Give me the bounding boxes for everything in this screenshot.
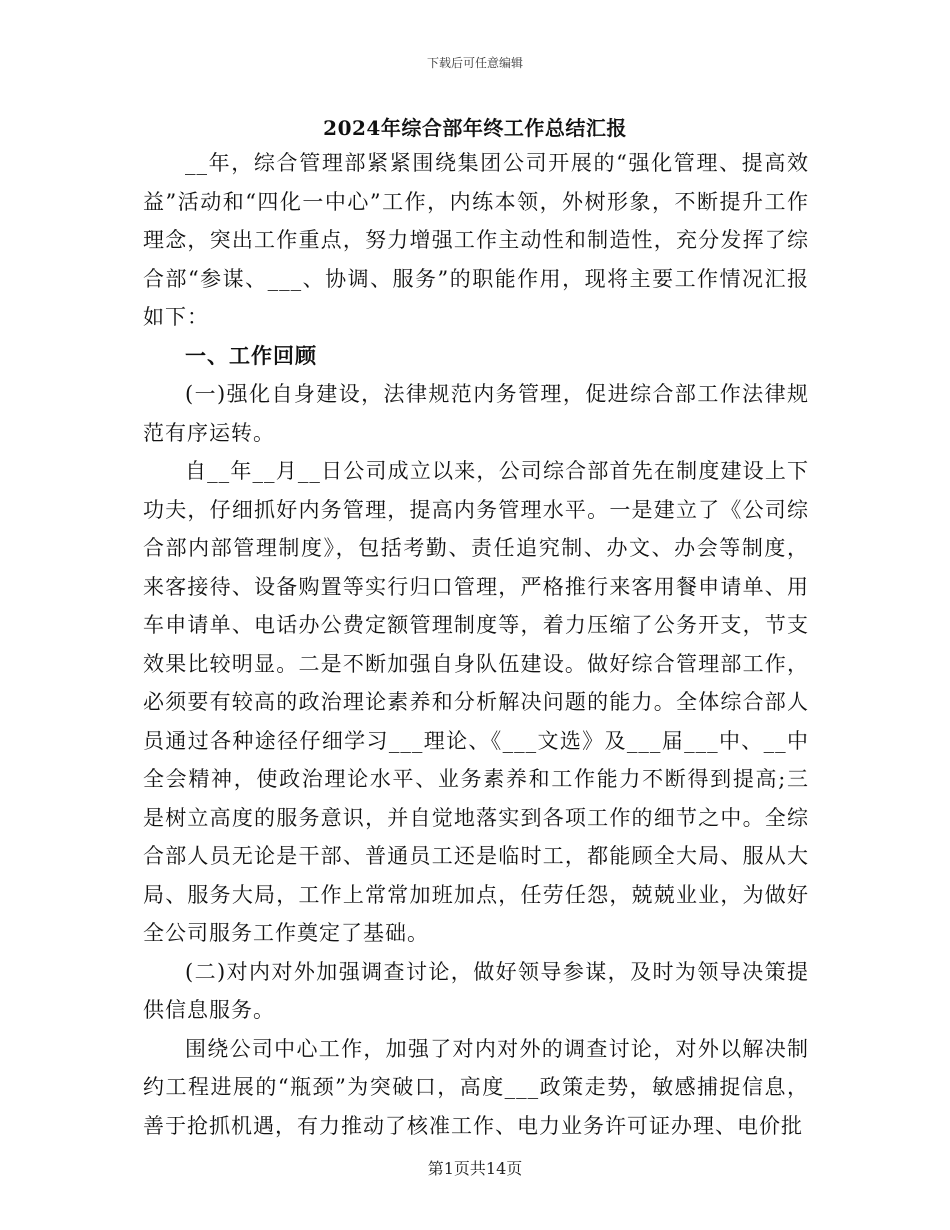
page-number: 第1页共14页 <box>427 1159 523 1178</box>
document-title: 2024年综合部年终工作总结汇报 <box>323 116 627 140</box>
subsection-heading-2: (二)对内对外加强调查讨论，做好领导参谋，及时为领导决策提供信息服务。 <box>143 959 809 1022</box>
section-heading: 一、工作回顾 <box>185 342 317 368</box>
body-paragraph-1: 自__年__月__日公司成立以来，公司综合部首先在制度建设上下功夫，仔细抓好内务管理，提高内务管理水平。一是建立了《公司综合部内部管理制度》，包括考勤、责任追究制、办文、办会等制度，来客接待、设备购置等实行归口管理，严格推行来客用餐申请单、用车申请单、电话办公费定额管理制度等，着力压缩了公务开支，节支效果比较明显。二是不断加强自身队伍建设。做好综合管理部工作，必须要有较高的政治理论素养和分析解决问题的能力。全体综合部人员通过各种途径仔细学习___理论、《___文选》及___届___中、__中全会精神，使政治理论水平、业务素养和工作能力不断得到提高;三是树立高度的服务意识，并自觉地落实到各项工作的细节之中。全综合部人员无论是干部、普通员工还是临时工，都能顾全大局、服从大局、服务大局，工作上常常加班加点，任劳任怨，兢兢业业，为做好全公司服务工作奠定了基础。 <box>143 459 809 945</box>
body-paragraph-2: 围绕公司中心工作，加强了对内对外的调查讨论，对外以解决制约工程进展的“瓶颈”为突破口，高度___政策走势，敏感捕捉信息，善于抢抓机遇，有力推动了核准工作、电力业务许可证办理、电价批 <box>143 1036 809 1138</box>
subsection-heading-1: (一)强化自身建设，法律规范内务管理，促进综合部工作法律规范有序运转。 <box>143 382 809 445</box>
document-body <box>143 144 809 1145</box>
intro-paragraph: __年，综合管理部紧紧围绕集团公司开展的“强化管理、提高效益”活动和“四化一中心”工作，内练本领，外树形象，不断提升工作理念，突出工作重点，努力增强工作主动性和制造性，充分发挥了综合部“参谋、___、协调、服务”的职能作用，现将主要工作情况汇报如下： <box>143 151 809 329</box>
header-note: 下载后可任意编辑 <box>426 56 523 70</box>
